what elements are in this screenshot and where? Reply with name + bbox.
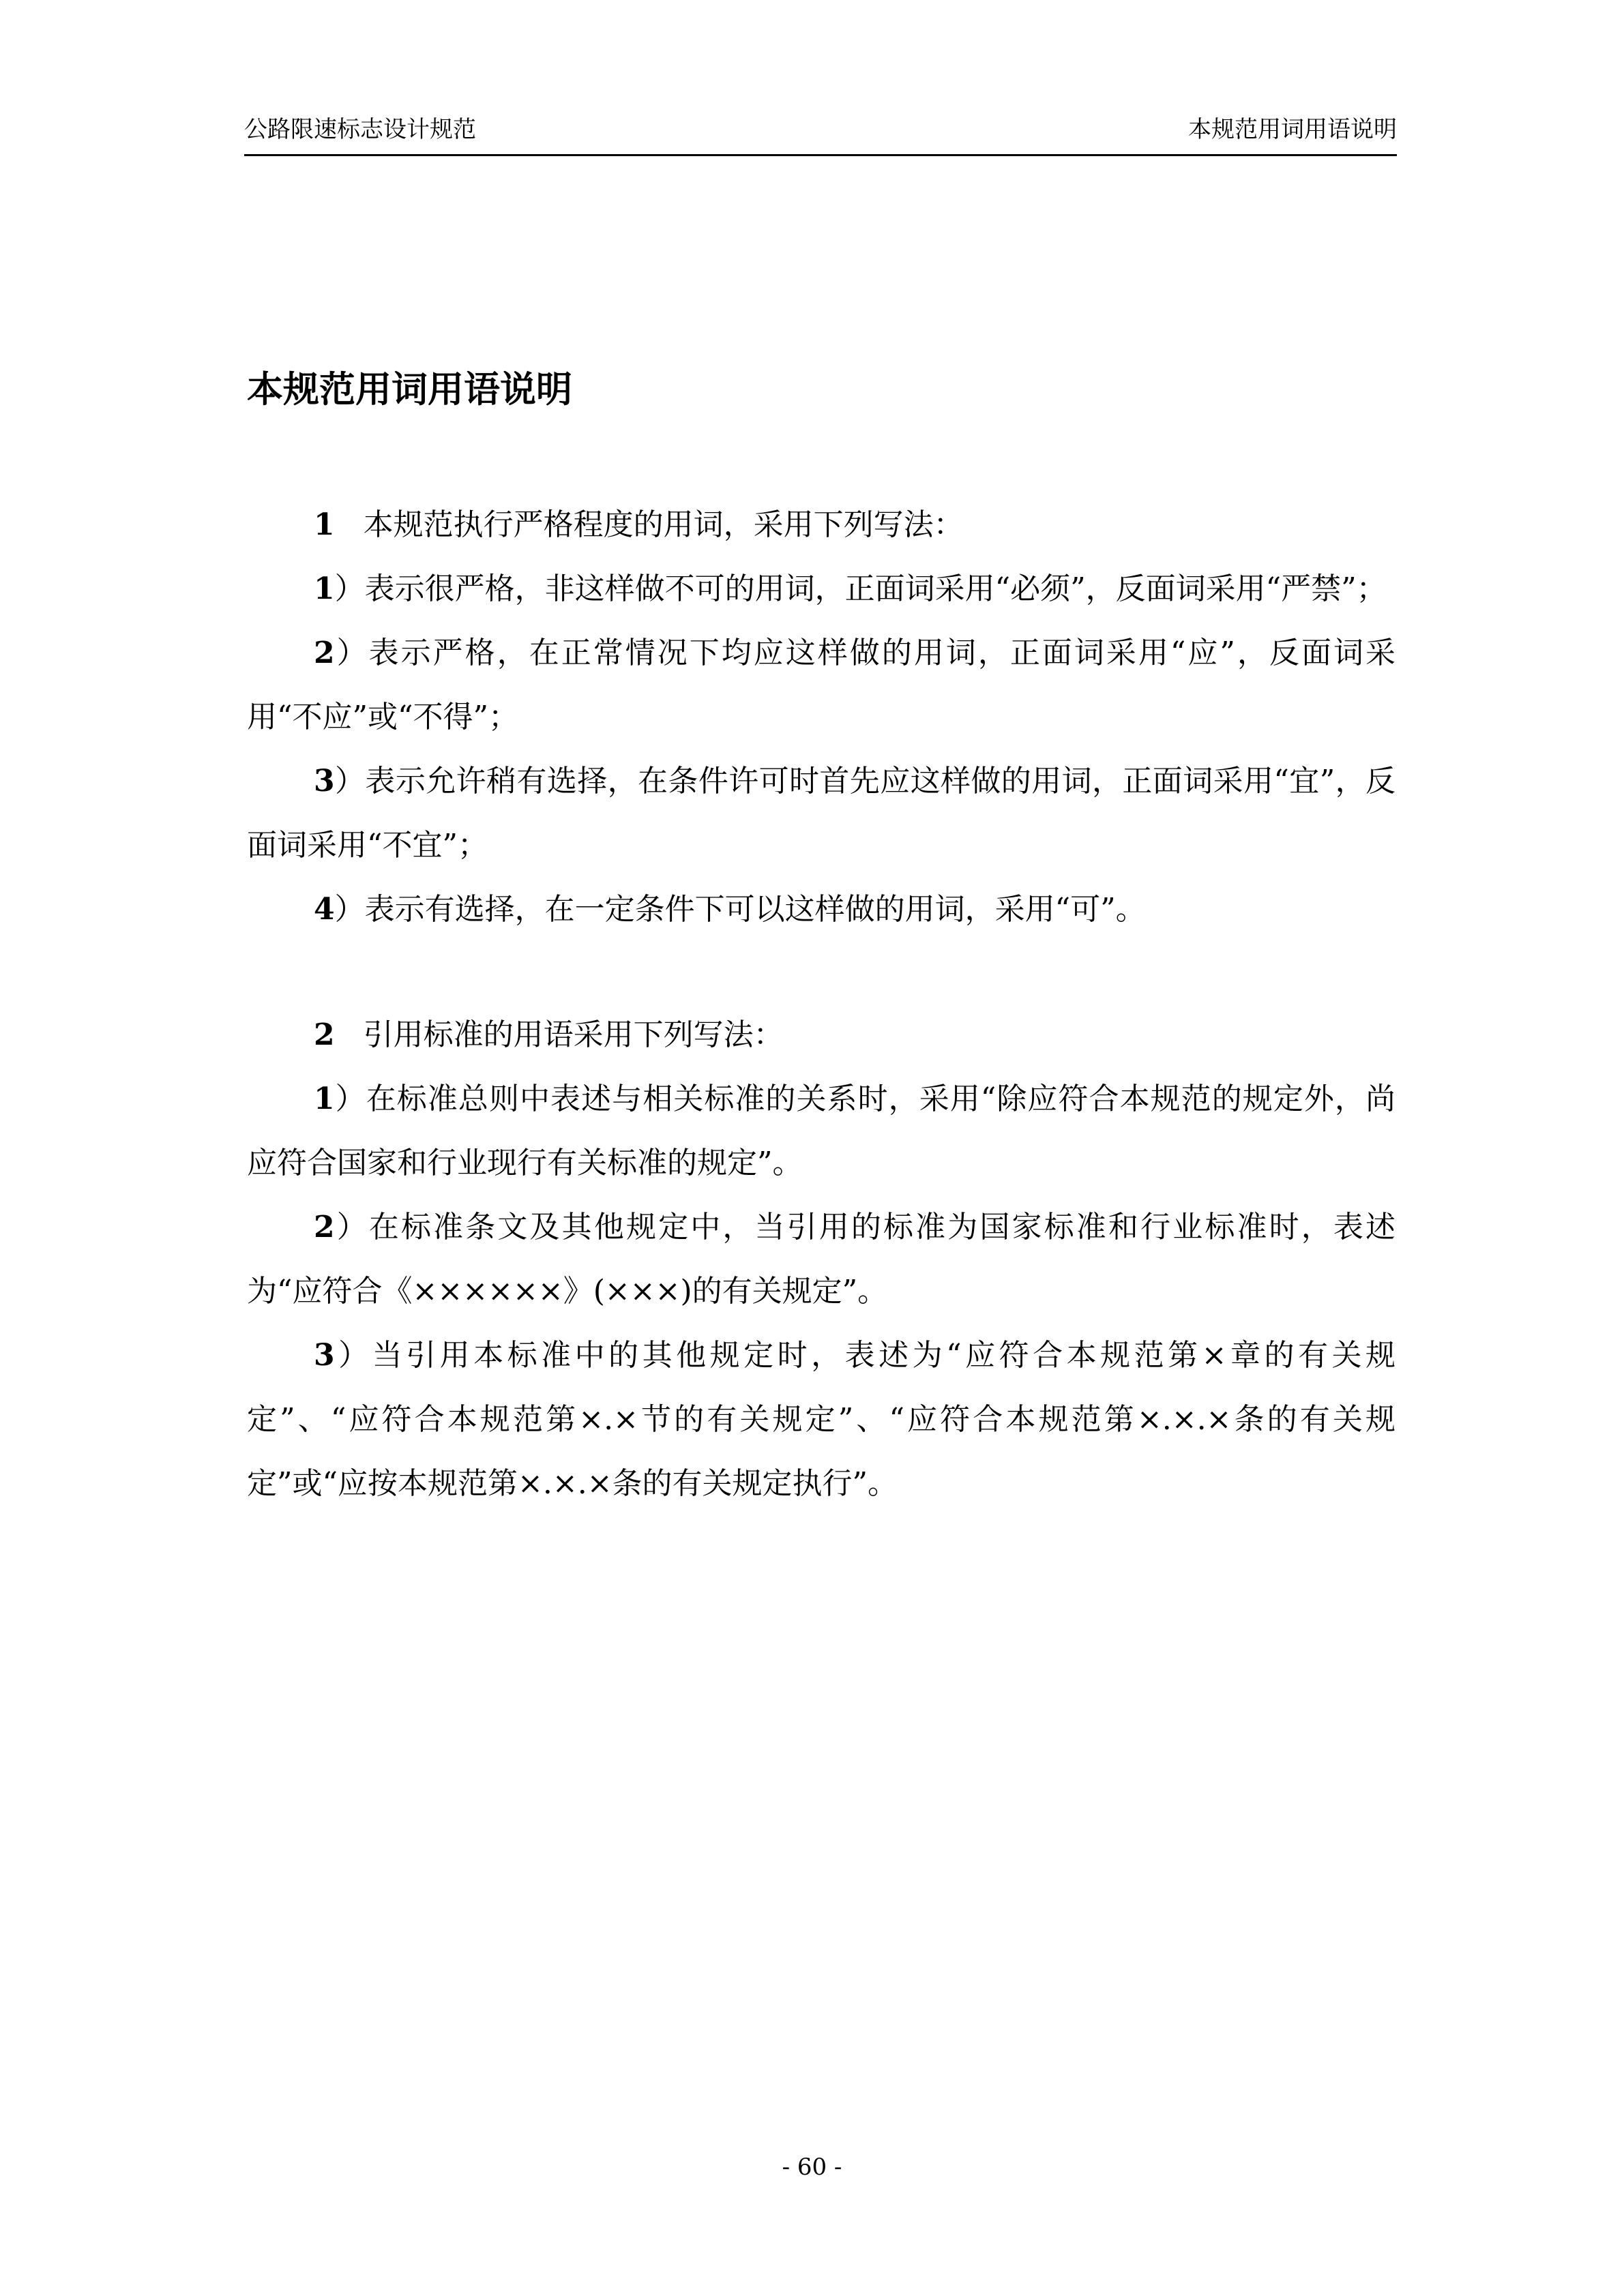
item-number: 1 (314, 571, 335, 606)
header-section-title: 本规范用词用语说明 (1188, 116, 1397, 143)
list-item (247, 1067, 1396, 1195)
list-item (247, 557, 1396, 621)
document-body (247, 493, 1396, 1516)
item-number: 2 (314, 1210, 335, 1244)
list-item (247, 1324, 1396, 1516)
section-number: 1 (314, 507, 335, 542)
item-text: ）在标准条文及其他规定中，当引用的标准为国家标准和行业标准时，表述为“应符合《××××××》(×××)的有关规定”。 (247, 1210, 1396, 1309)
section-1-intro (247, 493, 1396, 557)
item-text: ）表示严格，在正常情况下均应这样做的用词，正面词采用“应”，反面词采用“不应”或“不得”； (247, 636, 1396, 734)
page-number: - 60 - (782, 2153, 842, 2181)
item-number: 2 (314, 636, 335, 670)
item-number: 3 (314, 1338, 335, 1373)
item-text: ）表示很严格，非这样做不可的用词，正面词采用“必须”，反面词采用“严禁”； (334, 571, 1387, 606)
item-text: ）表示有选择，在一定条件下可以这样做的用词，采用“可”。 (334, 892, 1146, 927)
item-number: 1 (314, 1082, 335, 1116)
list-item (247, 621, 1396, 749)
item-text: ）当引用本标准中的其他规定时，表述为“应符合本规范第×章的有关规定”、“应符合本规范第×.×节的有关规定”、“应符合本规范第×.×.×条的有关规定”或“应按本规范第×.×.×条的有关规定执行”。 (247, 1338, 1396, 1501)
section-intro-text: 引用标准的用语采用下列写法： (363, 1017, 784, 1052)
page-header (244, 112, 1397, 156)
list-item (247, 1195, 1396, 1324)
header-document-title: 公路限速标志设计规范 (244, 116, 476, 143)
item-number: 3 (314, 764, 335, 799)
item-number: 4 (314, 892, 335, 927)
section-number: 2 (314, 1017, 335, 1052)
item-text: ）在标准总则中表述与相关标准的关系时，采用“除应符合本规范的规定外，尚应符合国家和行业现行有关标准的规定”。 (247, 1082, 1396, 1180)
list-item (247, 749, 1396, 878)
item-text: ）表示允许稍有选择，在条件许可时首先应这样做的用词，正面词采用“宜”，反面词采用“不宜”； (247, 764, 1396, 863)
section-2-intro (247, 1003, 1396, 1067)
section-intro-text: 本规范执行严格程度的用词，采用下列写法： (363, 507, 964, 542)
page-title: 本规范用词用语说明 (247, 369, 572, 411)
list-item (247, 878, 1396, 942)
